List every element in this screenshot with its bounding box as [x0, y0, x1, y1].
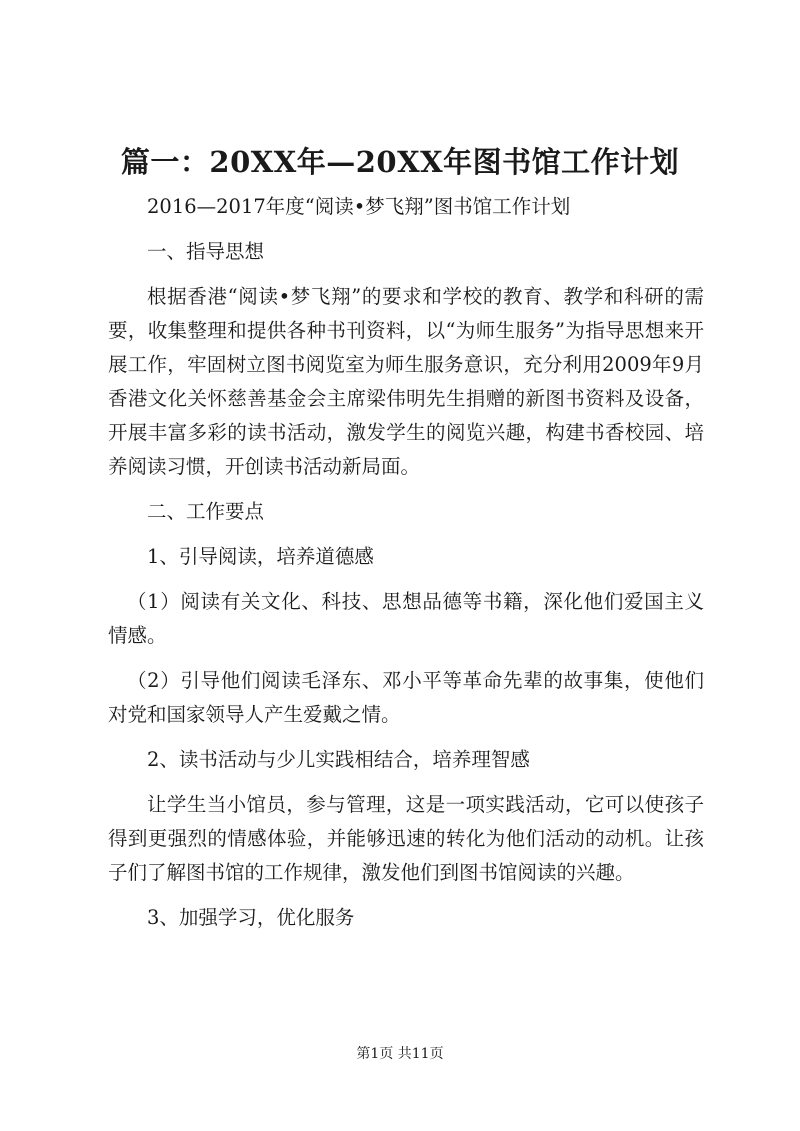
page-footer: 第1页 共11页: [356, 1046, 444, 1062]
point-2-heading: 2、读书活动与少儿实践相结合，培养理智感: [147, 748, 530, 771]
point-1-item-1: （1）阅读有关文化、科技、思想品德等书籍，深化他们爱国主义情感。: [108, 590, 704, 647]
point-3-heading: 3、加强学习，优化服务: [147, 906, 355, 929]
point-2-paragraph: 让学生当小馆员，参与管理，这是一项实践活动，它可以使孩子得到更强烈的情感体验，并能够迅速的转化为他们活动的动机。让孩子们了解图书馆的工作规律，激发他们到图书馆阅读的兴趣。: [108, 793, 704, 884]
plan-subtitle-paragraph: 2016—2017年度“阅读•梦飞翔”图书馆工作计划: [147, 195, 571, 218]
guiding-ideology-paragraph: 根据香港“阅读•梦飞翔”的要求和学校的教育、教学和科研的需要，收集整理和提供各种书刊资料，以“为师生服务”为指导思想来开展工作，牢固树立图书阅览室为师生服务意识，充分利用2009年9月香港文化关怀慈善基金会主席梁伟明先生捐赠的新图书资料及设备，开展丰富多彩的读书活动，激发学生的阅览兴趣，构建书香校园、培养阅读习惯，开创读书活动新局面。: [108, 285, 704, 478]
document-body: [108, 190, 704, 946]
point-1-item-2: （2）引导他们阅读毛泽东、邓小平等革命先辈的故事集，使他们对党和国家领导人产生爱戴之情。: [108, 669, 704, 726]
document-title: 篇一：20XX年—20XX年图书馆工作计划: [120, 145, 680, 179]
section-heading-work-points: 二、工作要点: [147, 500, 265, 523]
point-1-heading: 1、引导阅读，培养道德感: [147, 545, 374, 568]
section-heading-guiding-ideology: 一、指导思想: [147, 240, 265, 263]
